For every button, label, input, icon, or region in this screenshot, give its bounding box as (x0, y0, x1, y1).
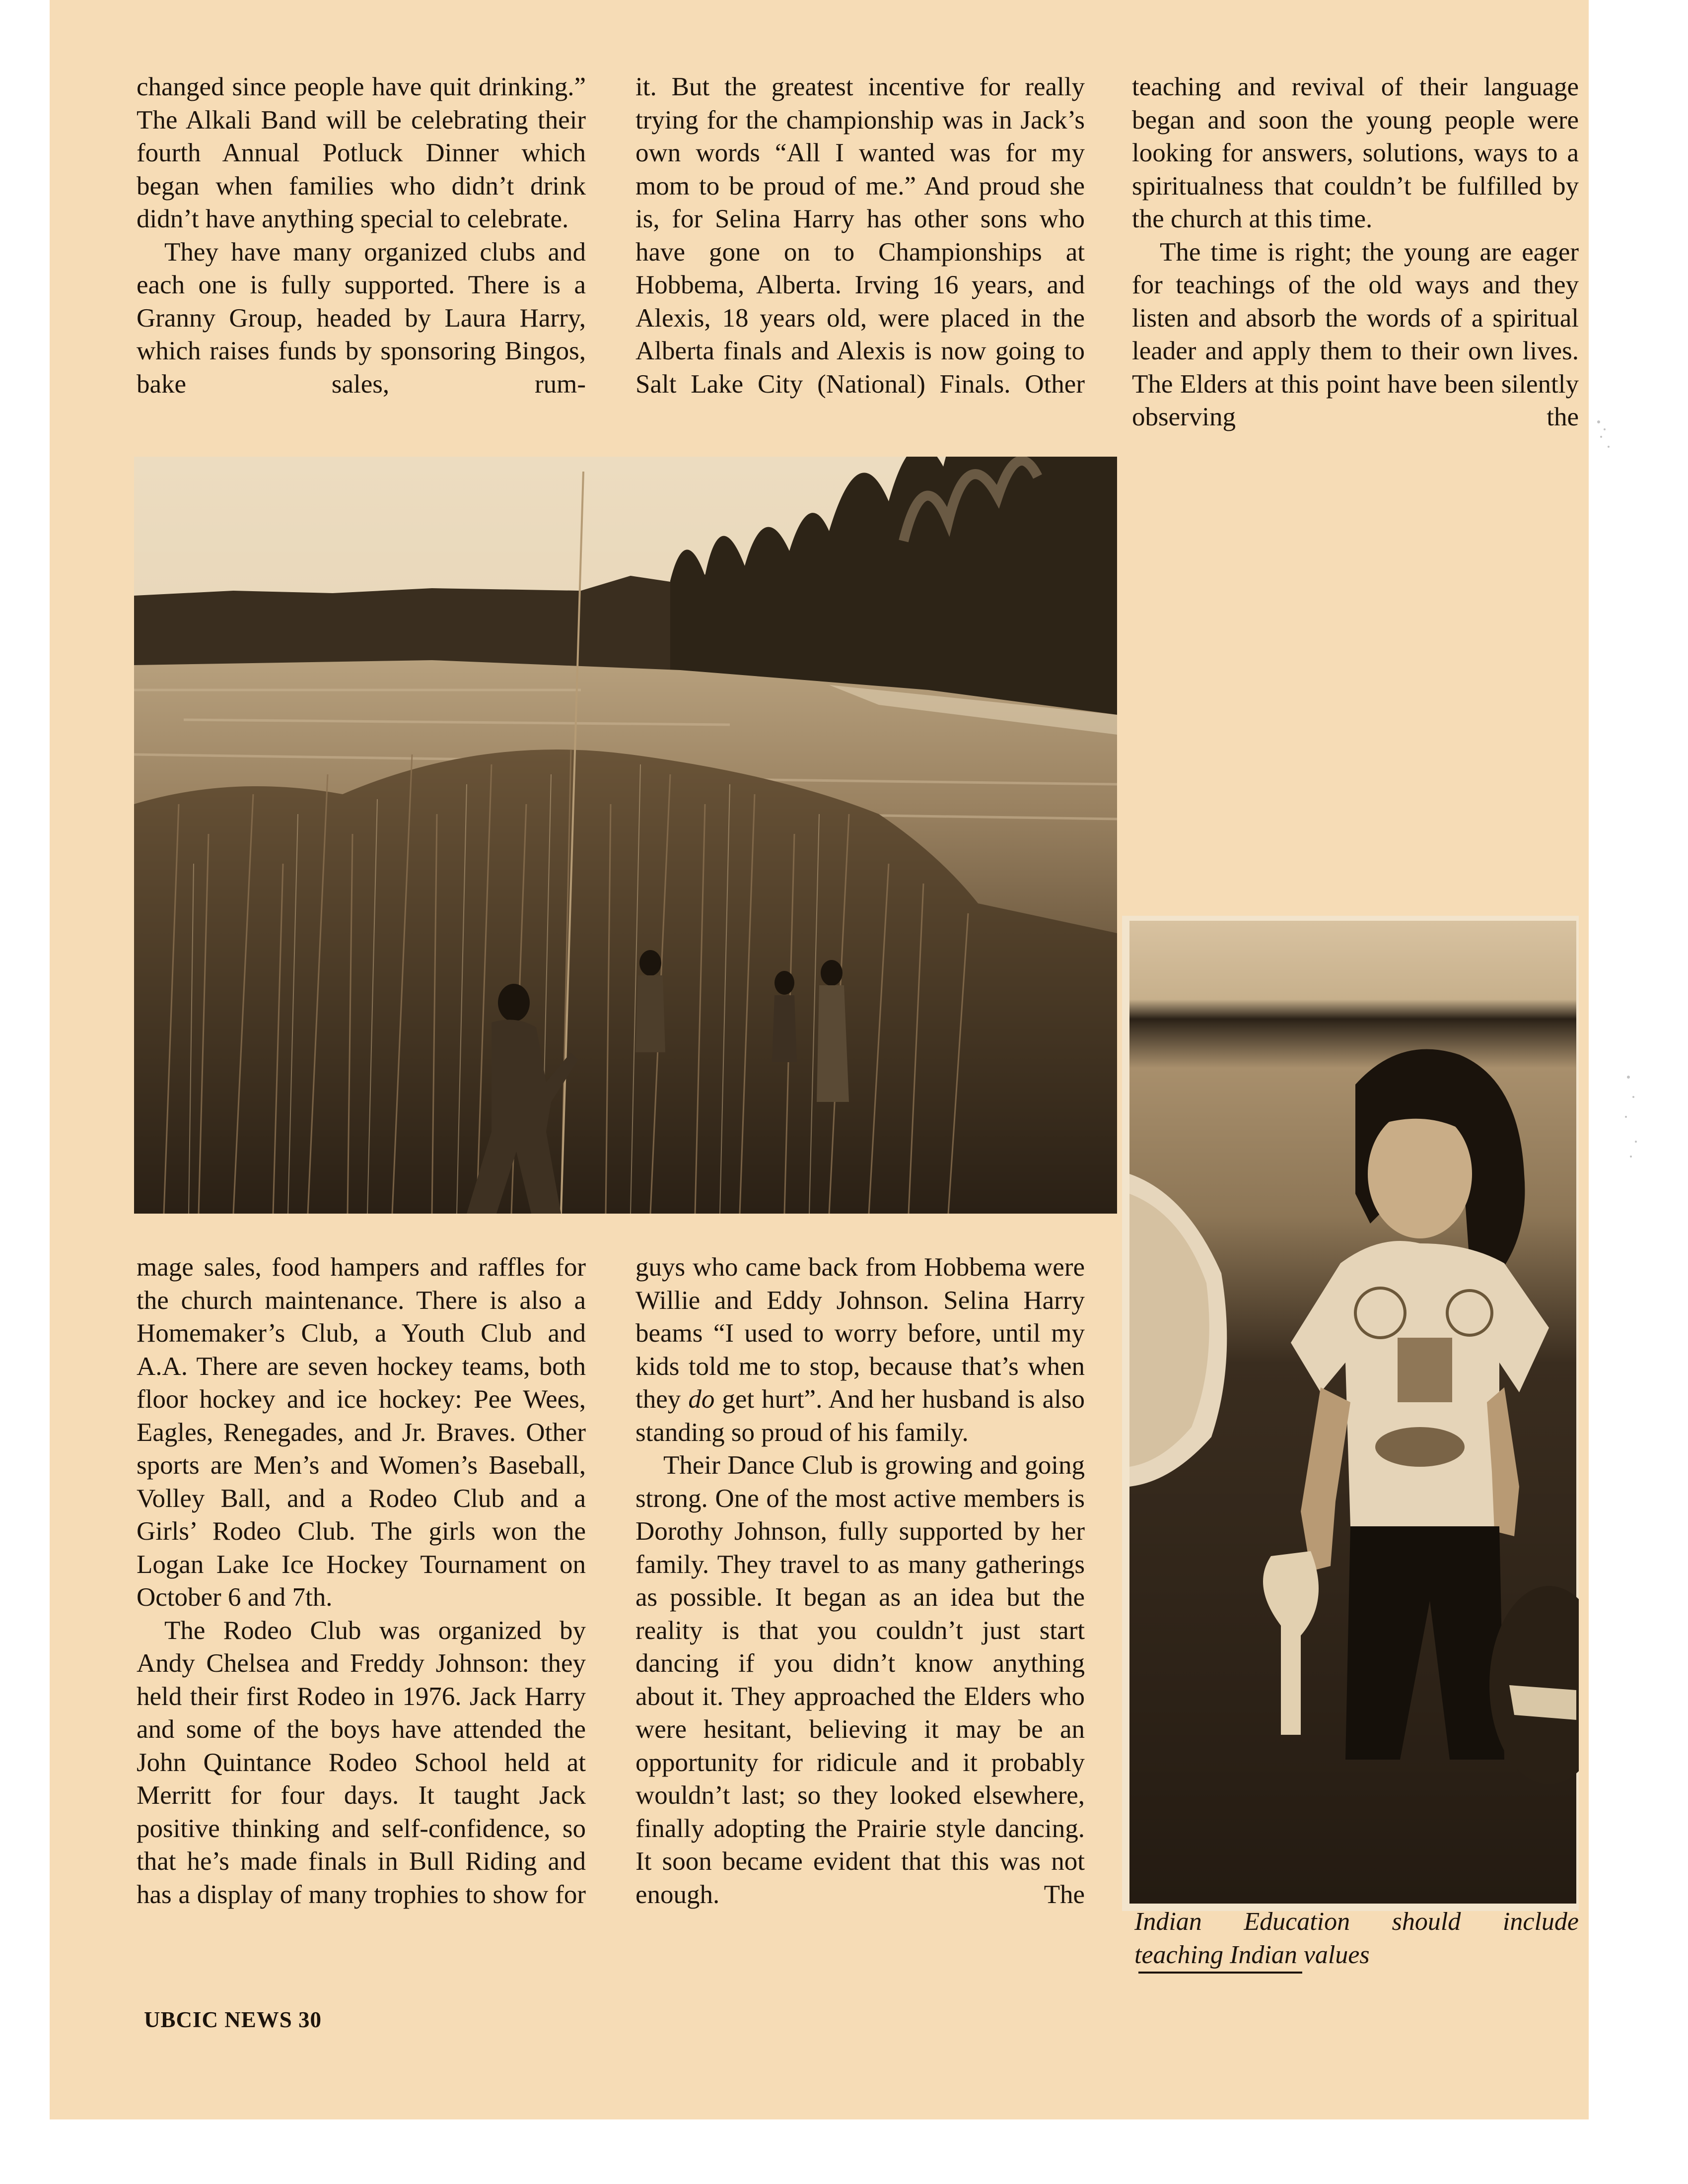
paragraph: mage sales, food hampers and raffles for the church maintenance. There is also a Homemaker’s Club, a Youth Club and A.A. There are seven hockey teams, both floor hockey and ice hockey: Pee Wees, Eagles, Renegades, and Jr. Braves. Other sports are Men’s and Women’s Baseball, Volley Ball, and a Rodeo Club and a Girls’ Rodeo Club. The girls won the Logan Lake Ice Hockey Tournament on October 6 and 7th. (137, 1253, 586, 1612)
text-run: guys who came back from Hobbema were Willie and Eddy Johnson. Selina Harry beams “I used to worry before, until my kids told me to stop, because that’s when they (635, 1253, 1085, 1414)
caption-line (1134, 1938, 1579, 1974)
lake-reeds-photo (134, 457, 1117, 1214)
photo-caption (1134, 1905, 1579, 1974)
paragraph: The Rodeo Club was organized by Andy Chelsea and Freddy Johnson: they held their first Rodeo in 1976. Jack Harry and some of the boys have attended the John Quintance Rodeo School held at Merritt for four days. It taught Jack positive thinking and self-confidence, so that he’s made finals in Bull Riding and has a display of many trophies to show for (137, 1616, 586, 1909)
text-run: get hurt”. And her husband is also standing so proud of his family. (635, 1385, 1085, 1447)
paragraph: it. But the greatest incentive for really trying for the championship was in Jack’s own words “All I wanted was for my mom to be proud of me.” And proud she is, for Selina Harry has other sons who have gone on to Championships at Hobbema, Alberta. Irving 16 years, and Alexis, 18 years old, were placed in the Alberta finals and Alexis is now going to Salt Lake City (National) Finals. Other (635, 72, 1085, 399)
article-column-top-middle (635, 70, 1085, 401)
paragraph: changed since people have quit drinking.” The Alkali Band will be celebrating their fourth Annual Potluck Dinner which began when families who didn’t drink didn’t have anything special to celebrate. (137, 72, 586, 233)
paragraph: teaching and revival of their language began and soon the young people were looking for answers, solutions, ways to a spiritualness that couldn’t be fulfilled by the church at this time. (1132, 72, 1579, 233)
article-column-top-right (1132, 70, 1579, 434)
child-portrait-photo (1122, 916, 1579, 1911)
caption-line: Indian Education should include (1134, 1908, 1579, 1936)
caption-text: teaching Indian values (1134, 1941, 1370, 1969)
lake-reeds-image (134, 457, 1117, 1214)
scan-specks (1594, 412, 1623, 472)
caption-rule (1138, 1972, 1302, 1974)
emphasis: do (688, 1385, 715, 1414)
article-column-bottom-left (137, 1251, 586, 1911)
scan-specks (1618, 1067, 1648, 1166)
article-column-top-left (137, 70, 586, 401)
paragraph (635, 1251, 1085, 1449)
child-portrait-image (1122, 916, 1579, 1911)
paragraph: They have many organized clubs and each one is fully supported. There is a Granny Group, headed by Laura Harry, which raises funds by sponsoring Bingos, bake sales, rum- (137, 237, 586, 399)
page-footer: UBCIC NEWS 30 (144, 2007, 322, 2032)
paragraph: Their Dance Club is growing and going strong. One of the most active members is Dorothy Johnson, fully supported by her family. They travel to as many gatherings as possible. It began as an idea but the reality is that you couldn’t just start dancing if you didn’t know anything about it. They approached the Elders who were hesitant, believing it may be an opportunity for ridicule and it probably wouldn’t last; so they looked elsewhere, finally adopting the Prairie style dancing. It soon became evident that this was not enough. The (635, 1451, 1085, 1909)
magazine-page (50, 0, 1589, 2119)
article-column-bottom-middle (635, 1251, 1085, 1911)
paragraph: The time is right; the young are eager for teachings of the old ways and they listen and absorb the words of a spiritual leader and apply them to their own lives. The Elders at this point have been silently observing the (1132, 237, 1579, 431)
